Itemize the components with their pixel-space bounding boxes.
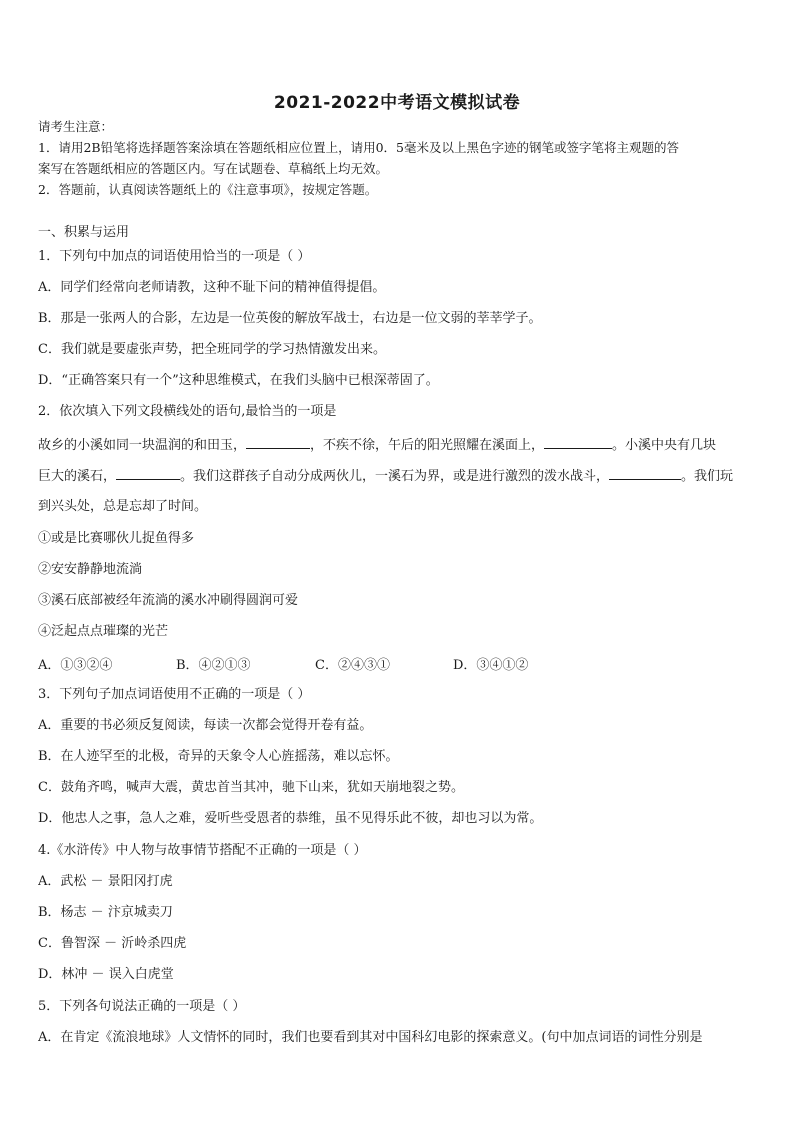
passage-text: 。我们这群孩子自动分成两伙儿，一溪石为界，或是进行激烈的泼水战斗， — [180, 469, 610, 484]
section-heading: 一、积累与运用 — [38, 225, 130, 240]
question-3-option-a: A．重要的书必须反复阅读，每读一次都会觉得开卷有益。 — [38, 718, 373, 733]
question-1-option-b: B．那是一张两人的合影，左边是一位英俊的解放军战士，右边是一位文弱的莘莘学子。 — [38, 311, 542, 326]
notice-item-2: 2．答题前，认真阅读答题纸上的《注意事项》，按规定答题。 — [38, 182, 378, 197]
answer-blank-1 — [246, 436, 310, 449]
passage-text: 。小溪中央有几块 — [612, 438, 717, 453]
question-4-option-b: B．杨志 － 汴京城卖刀 — [38, 905, 173, 920]
passage-text: ，不疾不徐，午后的阳光照耀在溪面上， — [310, 438, 545, 453]
question-2-sentence-3: ③溪石底部被经年流淌的溪水冲刷得圆润可爱 — [38, 593, 299, 608]
question-2-passage-line-3: 到兴头处，总是忘却了时间。 — [38, 499, 208, 514]
answer-blank-3 — [116, 467, 180, 480]
question-2-passage-line-2 — [38, 467, 758, 486]
passage-text: 巨大的溪石， — [38, 469, 117, 484]
question-2-option-a: A．①③②④ — [38, 658, 113, 673]
question-4-stem: 4.《水浒传》中人物与故事情节搭配不正确的一项是（ ） — [38, 843, 367, 858]
question-3-option-c: C．鼓角齐鸣，喊声大震，黄忠首当其冲，驰下山来，犹如天崩地裂之势。 — [38, 780, 464, 795]
notice-item-1-line-1: 1．请用2B铅笔将选择题答案涂填在答题纸相应位置上，请用0．5毫米及以上黑色字迹的钢笔或签字笔将主观题的答 — [38, 140, 679, 155]
question-3-option-b: B．在人迹罕至的北极，奇异的天象令人心旌摇荡，难以忘怀。 — [38, 749, 399, 764]
question-3-stem: 3．下列句子加点词语使用不正确的一项是（ ） — [38, 687, 311, 702]
question-2-option-b: B．④②①③ — [176, 658, 251, 673]
question-1-option-a: A．同学们经常向老师请教，这种不耻下问的精神值得提倡。 — [38, 280, 386, 295]
question-1-option-d: D．“正确答案只有一个”这种思维模式，在我们头脑中已根深蒂固了。 — [38, 373, 439, 388]
notice-heading: 请考生注意： — [38, 119, 114, 134]
page-title: 2021-2022中考语文模拟试卷 — [273, 93, 521, 113]
question-2-sentence-4: ④泛起点点璀璨的光芒 — [38, 624, 169, 639]
question-2-stem: 2．依次填入下列文段横线处的语句,最恰当的一项是 — [38, 404, 337, 419]
question-2-passage-line-1 — [38, 436, 758, 455]
passage-text: 。我们玩 — [681, 469, 734, 484]
notice-item-1-line-2: 案写在答题纸相应的答题区内。写在试题卷、草稿纸上均无效。 — [38, 161, 389, 176]
question-2-option-d: D．③④①② — [453, 658, 529, 673]
question-1-option-c: C．我们就是要虚张声势，把全班同学的学习热情激发出来。 — [38, 342, 386, 357]
passage-text: 故乡的小溪如同一块温润的和田玉， — [38, 438, 247, 453]
answer-blank-4 — [609, 467, 681, 480]
answer-blank-2 — [544, 436, 612, 449]
question-3-option-d: D．他忠人之事，急人之难，爱听些受恩者的恭维，虽不见得乐此不彼，却也习以为常。 — [38, 811, 543, 826]
question-5-stem: 5．下列各句说法正确的一项是（ ） — [38, 999, 246, 1014]
question-5-option-a: A．在肯定《流浪地球》人文情怀的同时，我们也要看到其对中国科幻电影的探索意义。(句中加点词语的词性分别是 — [38, 1030, 703, 1045]
question-2-option-c: C．②④③① — [315, 658, 390, 673]
question-4-option-c: C．鲁智深 － 沂岭杀四虎 — [38, 936, 187, 951]
question-2-sentence-1: ①或是比赛哪伙儿捉鱼得多 — [38, 531, 195, 546]
question-2-sentence-2: ②安安静静地流淌 — [38, 562, 143, 577]
question-4-option-d: D．林冲 － 误入白虎堂 — [38, 967, 174, 982]
question-4-option-a: A．武松 － 景阳冈打虎 — [38, 874, 173, 889]
question-1-stem: 1．下列句中加点的词语使用恰当的一项是（ ） — [38, 249, 311, 264]
